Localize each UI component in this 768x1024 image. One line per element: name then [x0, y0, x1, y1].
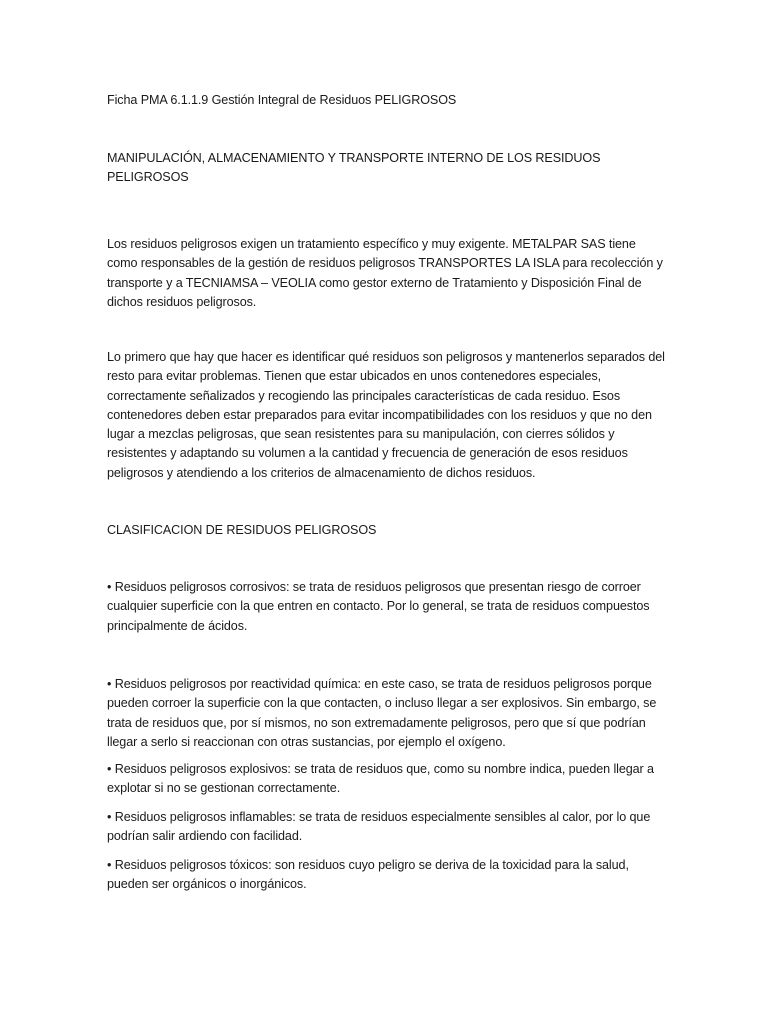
bullet-text: • Residuos peligrosos corrosivos: se trata de residuos peligrosos que presentan riesgo de corroer cualquier superficie con la que entren en contacto. Por lo general, se trata de residuos compuestos principalmente de ácidos. — [107, 580, 650, 633]
document-title-text: Ficha PMA 6.1.1.9 Gestión Integral de Residuos PELIGROSOS — [107, 93, 457, 107]
bullet-item — [107, 760, 667, 799]
classification-heading — [107, 521, 667, 540]
section-heading — [107, 149, 667, 188]
classification-heading-text: CLASIFICACION DE RESIDUOS PELIGROSOS — [107, 523, 377, 537]
paragraph-text: Los residuos peligrosos exigen un tratamiento específico y muy exigente. METALPAR SAS tiene como responsables de la gestión de residuos peligrosos TRANSPORTES LA ISLA para recolección y transporte y a TECNIAMSA – VEOLIA como gestor externo de Tratamiento y Disposición Final de dichos residuos peligrosos. — [107, 237, 663, 309]
paragraph-text: Lo primero que hay que hacer es identificar qué residuos son peligrosos y mantenerlos separados del resto para evitar problemas. Tienen que estar ubicados en unos contenedores especiales, correctamente señalizados y recogiendo las principales características de cada residuo. Esos contenedores deben estar preparados para evitar incompatibilidades con los residuos y que no den lugar a mezclas peligrosas, que sean resistentes para su manipulación, con cierres sólidos y resistentes y adaptando su volumen a la cantidad y frecuencia de generación de esos residuos peligrosos y atendiendo a los criterios de almacenamiento de dichos residuos. — [107, 350, 665, 480]
paragraph — [107, 348, 667, 483]
bullet-item — [107, 578, 667, 636]
bullet-text: • Residuos peligrosos tóxicos: son residuos cuyo peligro se deriva de la toxicidad para la salud, pueden ser orgánicos o inorgánicos. — [107, 858, 629, 892]
bullet-item — [107, 675, 667, 752]
bullet-text: • Residuos peligrosos inflamables: se trata de residuos especialmente sensibles al calor, por lo que podrían salir ardiendo con facilidad. — [107, 810, 651, 844]
document-title — [107, 91, 667, 110]
paragraph — [107, 235, 667, 312]
bullet-text: • Residuos peligrosos por reactividad química: en este caso, se trata de residuos peligrosos porque pueden corroer la superficie con la que contacten, o incluso llegar a ser explosivos. Sin embargo, se trata de residuos que, por sí mismos, no son extremadamente peligrosos, pero que sí que podrían llegar a serlo si reaccionan con otras sustancias, por ejemplo el oxígeno. — [107, 677, 657, 749]
bullet-text: • Residuos peligrosos explosivos: se trata de residuos que, como su nombre indica, pueden llegar a explotar si no se gestionan correctamente. — [107, 762, 654, 796]
bullet-item — [107, 856, 667, 895]
section-heading-text: MANIPULACIÓN, ALMACENAMIENTO Y TRANSPORTE INTERNO DE LOS RESIDUOS PELIGROSOS — [107, 151, 601, 185]
bullet-item — [107, 808, 667, 847]
